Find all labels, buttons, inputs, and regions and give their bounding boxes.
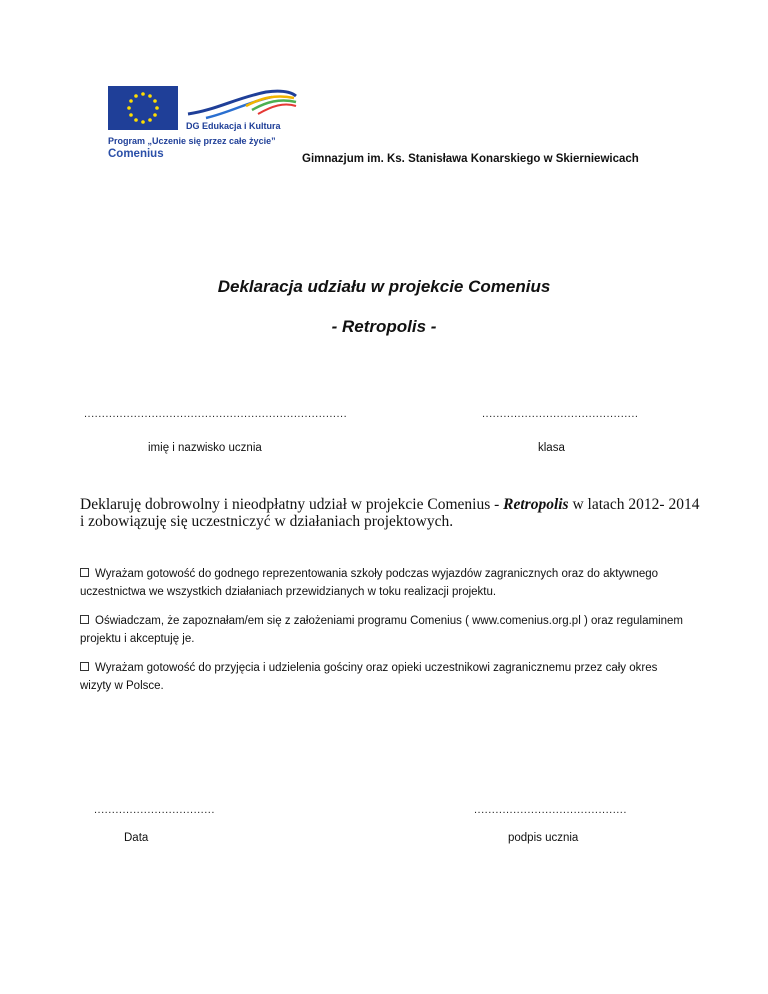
declaration-text-end: w latach 2012- 2014 i zobowiązuję się uczestniczyć w działaniach projektowych.: [80, 496, 700, 530]
statement-text: Oświadczam, że zapoznałam/em się z założeniami programu Comenius ( www.comenius.org.pl ) oraz regulaminem projektu i akceptuję je.: [80, 615, 684, 645]
document-title: Deklaracja udziału w projekcie Comenius: [217, 277, 551, 296]
dg-edukacja-label: DG Edukacja i Kultura: [186, 121, 281, 131]
statement-text: Wyrażam gotowość do godnego reprezentowania szkoły podczas wyjazdów zagranicznych oraz do aktywnego uczestnictwa we wszystkich działaniach przewidzianych w toku realizacji projektu.: [80, 568, 659, 598]
statement-text: Wyrażam gotowość do przyjęcia i udzielenia gościny oraz opieki uczestnikowi zagranicznemu przez cały okres wizyty w Polsce.: [80, 662, 658, 692]
declaration-text: [80, 496, 700, 530]
comenius-label: Comenius: [108, 148, 164, 160]
lifelong-learning-swoosh-icon: [186, 88, 298, 122]
name-field-line: ..........................................................................: [84, 408, 348, 420]
signature-field-label: podpis ucznia: [508, 832, 579, 844]
statement-hosting: [80, 659, 690, 695]
class-field-label: klasa: [538, 442, 565, 454]
statement-acknowledgement: [80, 612, 690, 648]
school-name: Gimnazjum im. Ks. Stanisława Konarskiego w Skierniewicach: [302, 153, 639, 165]
document-subtitle: - Retropolis -: [331, 317, 437, 336]
date-field-line: ..................................: [94, 804, 215, 816]
checkbox-icon: [80, 662, 89, 671]
date-field-label: Data: [124, 832, 149, 844]
checkbox-icon: [80, 568, 89, 577]
statement-readiness-representation: [80, 565, 690, 601]
project-name-emphasis: Retropolis: [503, 496, 569, 513]
signature-field-line: ...........................................: [474, 804, 627, 816]
checkbox-icon: [80, 615, 89, 624]
program-label: Program „Uczenie się przez całe życie”: [108, 136, 276, 146]
eu-flag-icon: [108, 86, 178, 130]
name-field-label: imię i nazwisko ucznia: [148, 442, 262, 454]
eu-lifelong-learning-logo: [108, 86, 308, 166]
class-field-line: ............................................: [482, 408, 639, 420]
declaration-text-start: Deklaruję dobrowolny i nieodpłatny udział w projekcie Comenius -: [80, 496, 504, 513]
